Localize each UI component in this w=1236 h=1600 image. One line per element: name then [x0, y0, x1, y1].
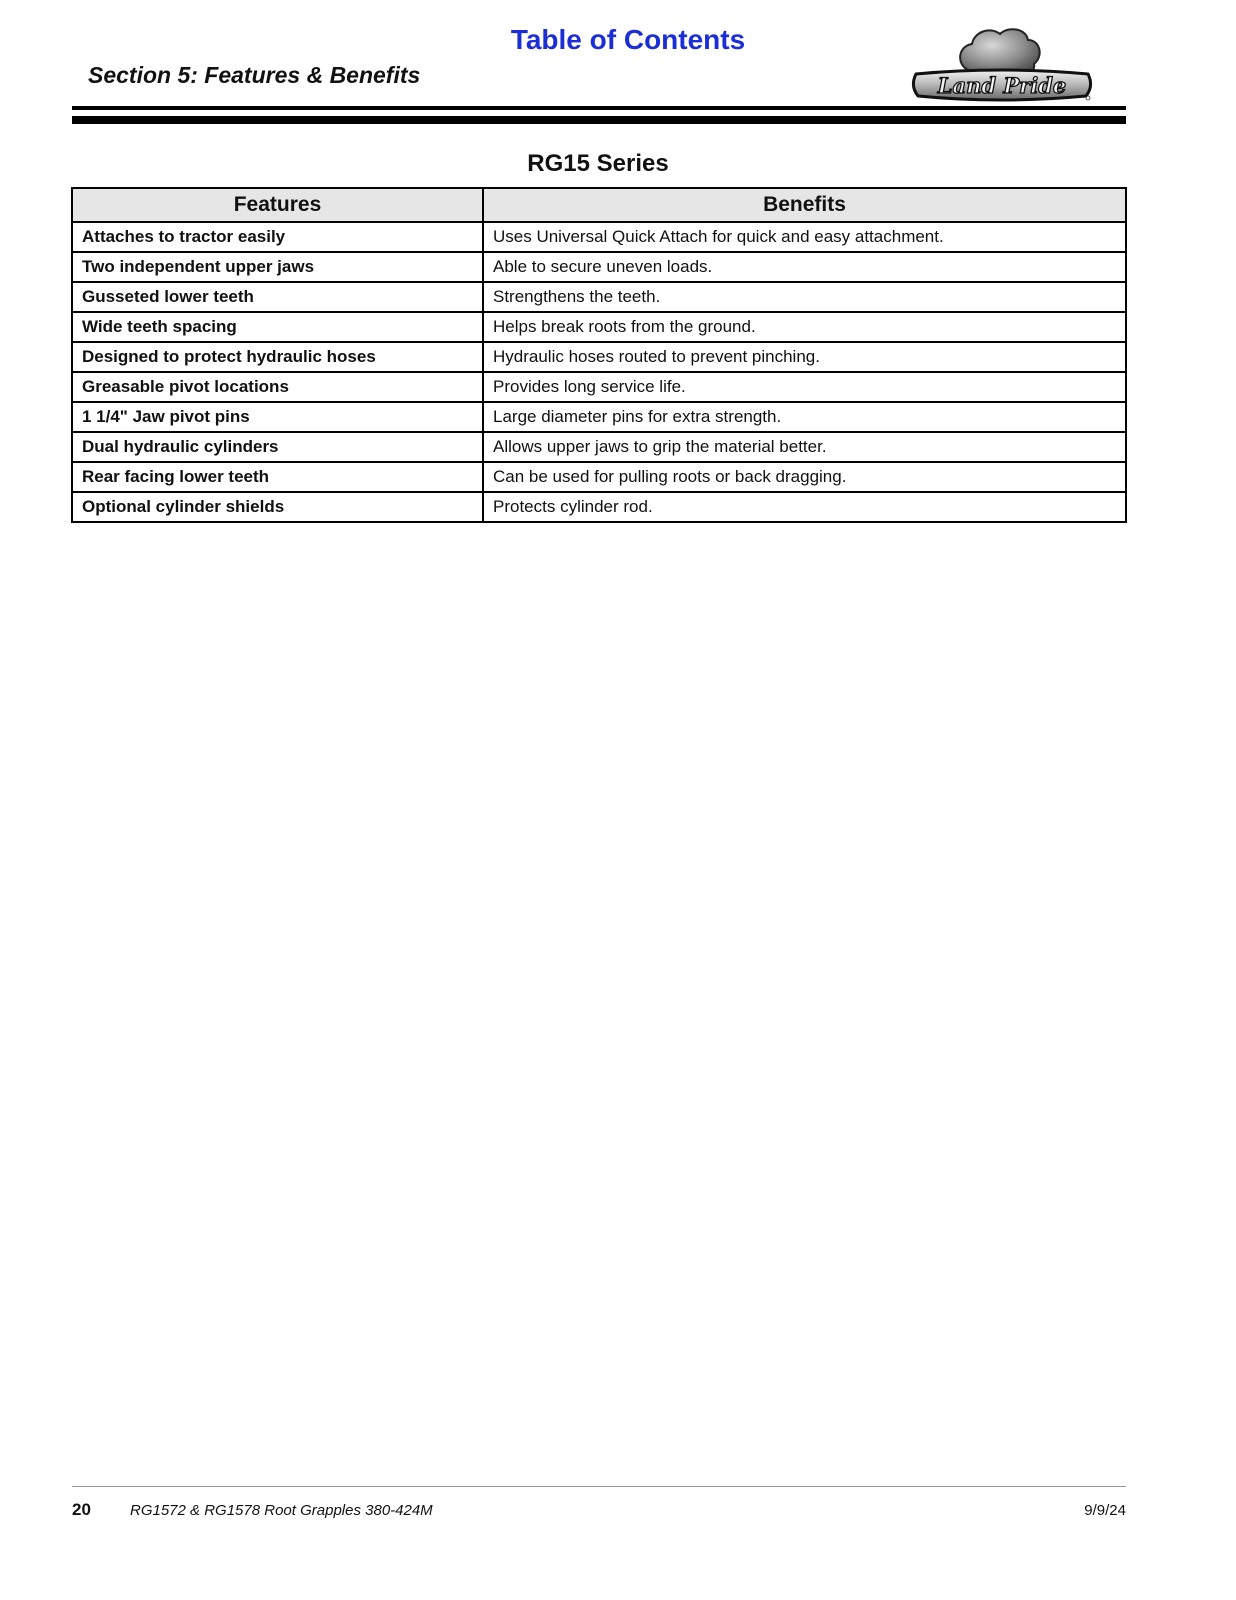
feature-cell: Dual hydraulic cylinders	[72, 432, 483, 462]
benefit-cell: Able to secure uneven loads.	[483, 252, 1126, 282]
features-benefits-table	[71, 187, 1127, 523]
feature-cell: Wide teeth spacing	[72, 312, 483, 342]
document-title: RG1572 & RG1578 Root Grapples 380-424M	[130, 1502, 433, 1519]
column-header-features: Features	[72, 188, 483, 222]
table-row	[72, 342, 1126, 372]
table-header-row	[72, 188, 1126, 222]
table-row	[72, 312, 1126, 342]
table-row	[72, 432, 1126, 462]
benefit-cell: Can be used for pulling roots or back dragging.	[483, 462, 1126, 492]
feature-cell: 1 1/4" Jaw pivot pins	[72, 402, 483, 432]
feature-cell: Optional cylinder shields	[72, 492, 483, 522]
benefit-cell: Uses Universal Quick Attach for quick and easy attachment.	[483, 222, 1126, 252]
column-header-benefits: Benefits	[483, 188, 1126, 222]
feature-cell: Greasable pivot locations	[72, 372, 483, 402]
header-rule-thick	[72, 116, 1126, 124]
benefit-cell: Large diameter pins for extra strength.	[483, 402, 1126, 432]
benefit-cell: Allows upper jaws to grip the material better.	[483, 432, 1126, 462]
logo-wordmark: Land Pride	[937, 73, 1067, 98]
section-title: Section 5: Features & Benefits	[88, 62, 421, 88]
page-number: 20	[72, 1500, 91, 1519]
benefit-cell: Provides long service life.	[483, 372, 1126, 402]
feature-cell: Designed to protect hydraulic hoses	[72, 342, 483, 372]
feature-cell: Two independent upper jaws	[72, 252, 483, 282]
table-title: RG15 Series	[527, 150, 669, 177]
table-row	[72, 282, 1126, 312]
table-row	[72, 492, 1126, 522]
table-row	[72, 402, 1126, 432]
document-date: 9/9/24	[1084, 1502, 1126, 1519]
table-of-contents-link[interactable]: Table of Contents	[510, 24, 746, 55]
footer-rule	[72, 1486, 1126, 1487]
benefit-cell: Strengthens the teeth.	[483, 282, 1126, 312]
feature-cell: Gusseted lower teeth	[72, 282, 483, 312]
header-rule-thin	[72, 106, 1126, 110]
benefit-cell: Protects cylinder rod.	[483, 492, 1126, 522]
land-pride-logo	[906, 24, 1096, 106]
table-row	[72, 252, 1126, 282]
feature-cell: Rear facing lower teeth	[72, 462, 483, 492]
benefit-cell: Hydraulic hoses routed to prevent pinching.	[483, 342, 1126, 372]
feature-cell: Attaches to tractor easily	[72, 222, 483, 252]
table-row	[72, 372, 1126, 402]
table-row	[72, 222, 1126, 252]
benefit-cell: Helps break roots from the ground.	[483, 312, 1126, 342]
table-row	[72, 462, 1126, 492]
